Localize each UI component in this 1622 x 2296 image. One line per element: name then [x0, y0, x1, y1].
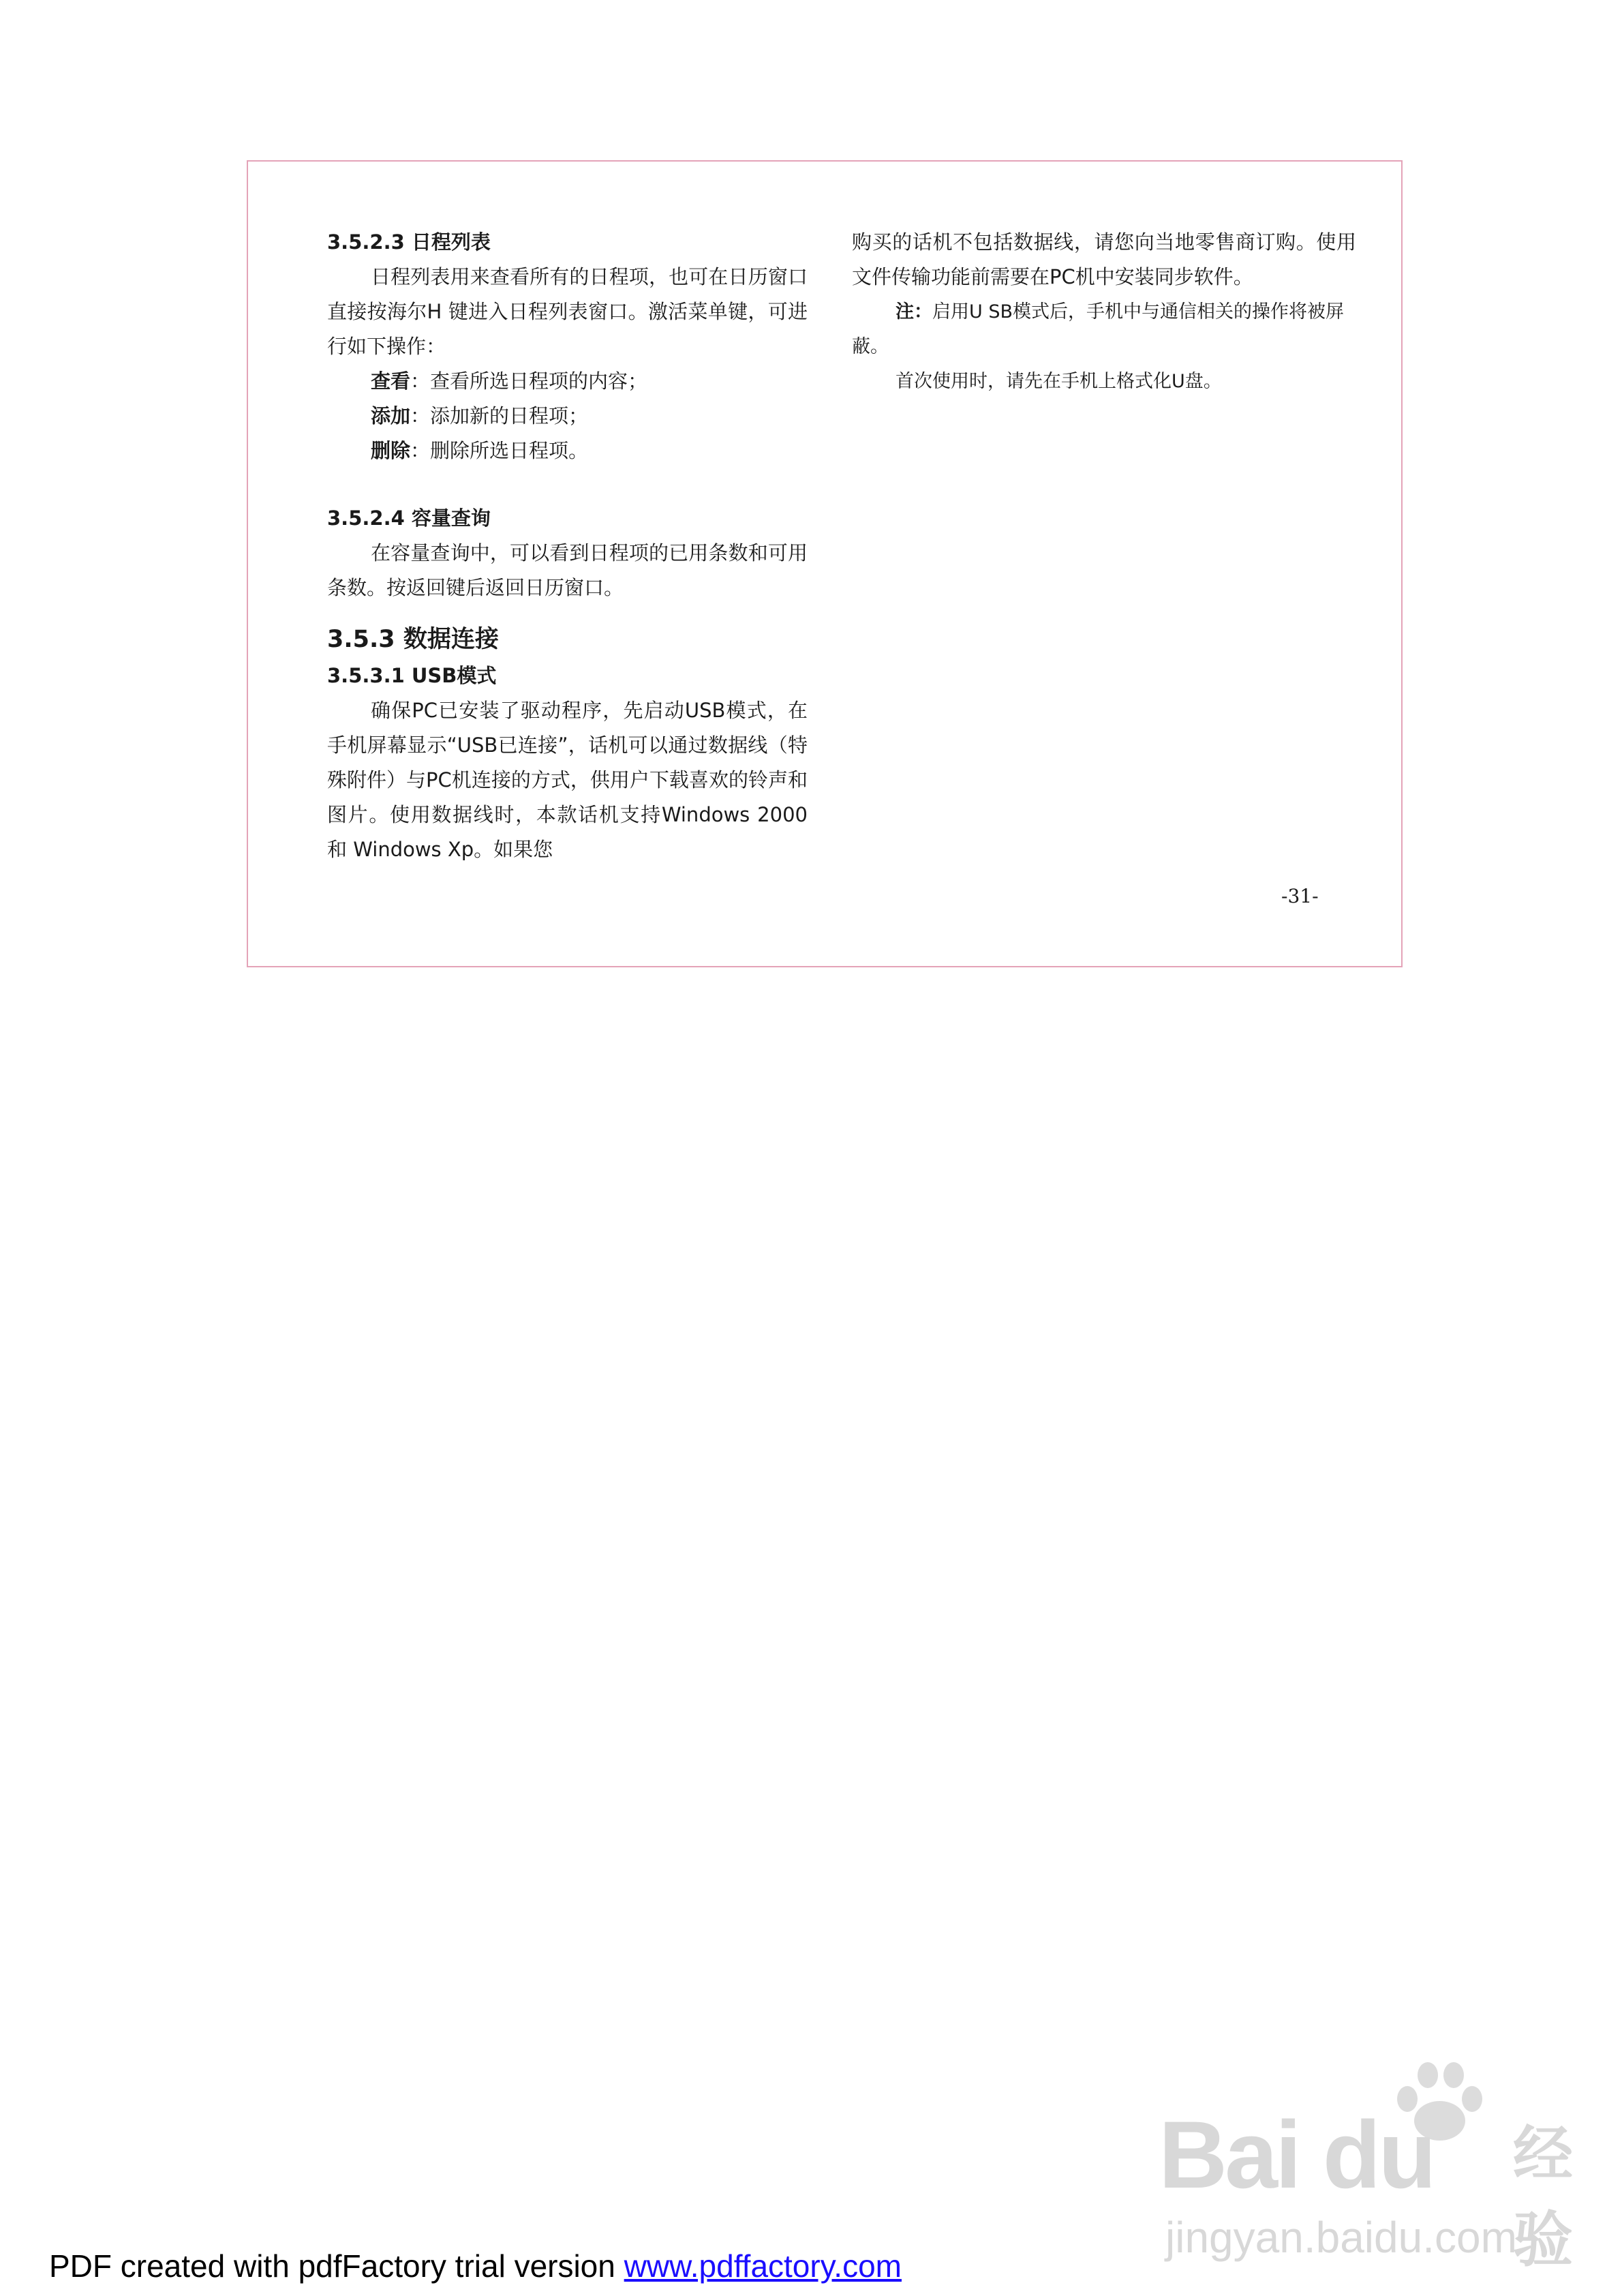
- note-paragraph: [852, 294, 1356, 364]
- section-3531-title: 3.5.3.1 USB模式: [327, 664, 497, 687]
- list-item: [327, 434, 808, 468]
- section-3531-text: 确保PC已安装了驱动程序，先启动USB模式，在手机屏幕显示“USB已连接”，话机可以通过数据线（特殊附件）与PC机连接的方式，供用户下载喜欢的铃声和图片。使用数据线时，本款话机支持Windows 2000 和 Windows Xp。如果您: [327, 699, 808, 861]
- note-text: 启用U SB模式后，手机中与通信相关的操作将被屏蔽。: [852, 301, 1345, 357]
- section-3524-title: 3.5.2.4 容量查询: [327, 507, 491, 530]
- right-column: [852, 225, 1356, 399]
- section-3523-title: 3.5.2.3 日程列表: [327, 230, 491, 254]
- section-3523-text: 日程列表用来查看所有的日程项，也可在日历窗口直接按海尔H 键进入日程列表窗口。激活菜单键，可进行如下操作：: [327, 265, 808, 358]
- first-use-text: 首次使用时，请先在手机上格式化U盘。: [896, 371, 1222, 392]
- section-353-title: 3.5.3 数据连接: [327, 626, 499, 653]
- watermark-logo: Bai du: [1159, 2101, 1434, 2208]
- item-text: ：查看所选日程项的内容；: [410, 369, 648, 393]
- watermark-suffix: 经验: [1513, 2120, 1574, 2274]
- watermark-url: jingyan.baidu.com: [1165, 2213, 1517, 2262]
- baidu-watermark: [1159, 2059, 1581, 2274]
- page-number: -31-: [1281, 885, 1319, 907]
- item-label: 添加: [371, 404, 411, 427]
- continued-text: 购买的话机不包括数据线，请您向当地零售商订购。使用文件传输功能前需要在PC机中安装同步软件。: [852, 230, 1356, 288]
- list-item: [327, 364, 808, 399]
- item-text: ：添加新的日程项；: [410, 404, 589, 427]
- pdf-footer: [49, 2248, 902, 2284]
- footer-link[interactable]: www.pdffactory.com: [624, 2248, 902, 2284]
- left-column: [327, 225, 808, 867]
- footer-prefix: PDF created with pdfFactory trial version: [49, 2248, 624, 2284]
- item-label: 查看: [371, 369, 411, 393]
- item-text: ：删除所选日程项。: [410, 439, 589, 462]
- section-3524-text: 在容量查询中，可以看到日程项的已用条数和可用条数。按返回键后返回日历窗口。: [327, 541, 808, 599]
- note-label: 注：: [896, 301, 932, 322]
- list-item: [327, 399, 808, 434]
- item-label: 删除: [371, 439, 411, 462]
